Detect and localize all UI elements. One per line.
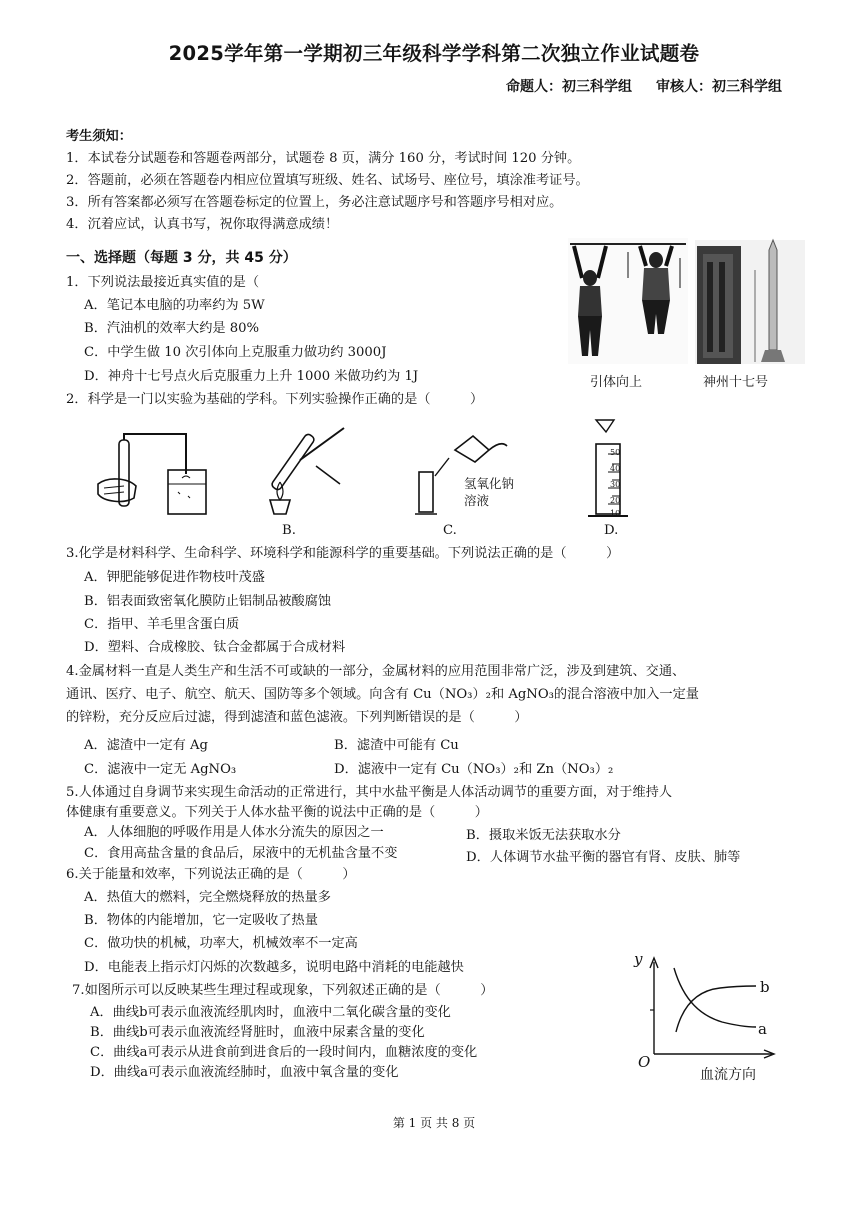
notice-item: 3．所有答案都必须写在答题卷标定的位置上，务必注意试题序号和答题序号相对应。 xyxy=(66,195,563,210)
q4-option-b: B．滤渣中可能有 Cu xyxy=(334,738,459,753)
q3-option-b: B．铝表面致密氧化膜防止铝制品被酸腐蚀 xyxy=(84,594,332,609)
q7-stem: 7.如图所示可以反映某些生理过程或现象，下列叙述正确的是（ ） xyxy=(72,983,494,998)
shenzhou-rocket-image xyxy=(695,240,805,364)
pull-up-image xyxy=(568,238,688,364)
q6-option-d: D．电能表上指示灯闪烁的次数越多，说明电路中消耗的电能越快 xyxy=(84,960,464,975)
q3-option-a: A．钾肥能够促进作物枝叶茂盛 xyxy=(84,570,265,585)
q6-option-b: B．物体的内能增加，它一定吸收了热量 xyxy=(84,913,318,928)
naoh-label-line2: 溶液 xyxy=(464,493,490,508)
curve-b xyxy=(676,986,756,1032)
q1-option-c: C．中学生做 10 次引体向上克服重力做功约 3000J xyxy=(84,345,387,360)
q4-line3: 的锌粉，充分反应后过滤，得到滤渣和蓝色滤液。下列判断错误的是（ ） xyxy=(66,710,528,725)
q6-option-c: C．做功快的机械，功率大，机械效率不一定高 xyxy=(84,936,358,951)
q2-label-d: D. xyxy=(604,523,619,538)
naoh-label-line1: 氢氧化钠 xyxy=(464,476,515,491)
reviewer-label: 审核人：初三科学组 xyxy=(656,79,782,95)
notice-item: 2．答题前，必须在答题卷内相应位置填写班级、姓名、试场号、座位号，填涂准考证号。 xyxy=(66,173,589,188)
experiment-a-image xyxy=(90,428,215,520)
graph-curve-b-label: b xyxy=(760,978,770,996)
graph-y-label: y xyxy=(634,950,643,968)
q3-option-d: D．塑料、合成橡胶、钛合金都属于合成材料 xyxy=(84,640,346,655)
q2-label-c: C. xyxy=(443,523,457,538)
rocket-caption: 神州十七号 xyxy=(703,375,769,390)
page-title: 2025学年第一学期初三年级科学学科第二次独立作业试题卷 xyxy=(168,42,700,65)
q5-option-b: B．摄取米饭无法获取水分 xyxy=(466,828,621,843)
pull-up-caption: 引体向上 xyxy=(590,375,643,390)
notice-item: 4．沉着应试，认真书写，祝你取得满意成绩！ xyxy=(66,217,339,232)
notice-item: 1．本试卷分试题卷和答题卷两部分，试题卷 8 页，满分 160 分，考试时间 120 分钟。 xyxy=(66,151,581,166)
graph-origin-label: O xyxy=(638,1053,651,1071)
q1-option-d: D．神舟十七号点火后克服重力上升 1000 米做功约为 1J xyxy=(84,369,419,384)
cylinder-tick-50: 50 xyxy=(610,448,621,457)
q7-option-b: B．曲线b可表示血液流经肾脏时，血液中尿素含量的变化 xyxy=(90,1025,425,1040)
section-heading: 一、选择题（每题 3 分，共 45 分） xyxy=(66,250,297,266)
q5-option-c: C．食用高盐含量的食品后，尿液中的无机盐含量不变 xyxy=(84,846,398,861)
q2-stem: 2．科学是一门以实验为基础的学科。下列实验操作正确的是（ ） xyxy=(66,392,484,407)
q5-option-d: D．人体调节水盐平衡的器官有肾、皮肤、肺等 xyxy=(466,850,741,865)
q4-option-a: A．滤渣中一定有 Ag xyxy=(84,738,208,753)
q1-option-b: B．汽油机的效率大约是 80% xyxy=(84,321,260,336)
q4-option-c: C．滤液中一定无 AgNO₃ xyxy=(84,762,237,777)
q3-stem: 3.化学是材料科学、生命科学、环境科学和能源科学的重要基础。下列说法正确的是（ ） xyxy=(66,546,620,561)
q1-stem: 1．下列说法最接近真实值的是（ xyxy=(66,275,260,290)
graph-curve-a-label: a xyxy=(758,1020,767,1038)
experiment-b-image xyxy=(260,420,350,520)
cylinder-tick-10: 10 xyxy=(610,509,621,518)
q5-line1: 5.人体通过自身调节来实现生命活动的正常进行，其中水盐平衡是人体活动调节的重要方面，对于维持人 xyxy=(66,785,673,800)
q4-line2: 通讯、医疗、电子、航空、航天、国防等多个领域。向含有 Cu（NO₃）₂和 AgNO₃的混合溶液中加入一定量 xyxy=(66,687,699,702)
cylinder-tick-40: 40 xyxy=(610,464,621,473)
notice-heading: 考生须知： xyxy=(66,129,132,144)
q2-label-b: B. xyxy=(282,523,296,538)
setter-label: 命题人：初三科学组 xyxy=(506,79,632,95)
q7-option-a: A．曲线b可表示血液流经肌肉时，血液中二氧化碳含量的变化 xyxy=(90,1005,451,1020)
q1-option-a: A．笔记本电脑的功率约为 5W xyxy=(84,298,265,313)
q4-line1: 4.金属材料一直是人类生产和生活不可或缺的一部分，金属材料的应用范围非常广泛，涉及到建筑、交通、 xyxy=(66,664,686,679)
graph-x-label: 血流方向 xyxy=(700,1067,756,1083)
q5-line2: 体健康有重要意义。下列关于人体水盐平衡的说法中正确的是（ ） xyxy=(66,805,488,820)
page-footer: 第 1 页 共 8 页 xyxy=(392,1116,476,1130)
q6-option-a: A．热值大的燃料，完全燃烧释放的热量多 xyxy=(84,890,331,905)
q6-stem: 6.关于能量和效率，下列说法正确的是（ ） xyxy=(66,867,356,882)
cylinder-tick-20: 20 xyxy=(610,496,621,505)
q5-option-a: A．人体细胞的呼吸作用是人体水分流失的原因之一 xyxy=(84,825,384,840)
q7-option-d: D．曲线a可表示血液流经肺时，血液中氧含量的变化 xyxy=(90,1065,399,1080)
cylinder-tick-30: 30 xyxy=(610,480,621,489)
q7-graph xyxy=(640,952,780,1064)
q7-option-c: C．曲线a可表示从进食前到进食后的一段时间内，血糖浓度的变化 xyxy=(90,1045,478,1060)
curve-a xyxy=(674,968,756,1027)
q4-option-d: D．滤液中一定有 Cu（NO₃）₂和 Zn（NO₃）₂ xyxy=(334,762,614,777)
q3-option-c: C．指甲、羊毛里含蛋白质 xyxy=(84,617,240,632)
author-line xyxy=(482,76,782,96)
